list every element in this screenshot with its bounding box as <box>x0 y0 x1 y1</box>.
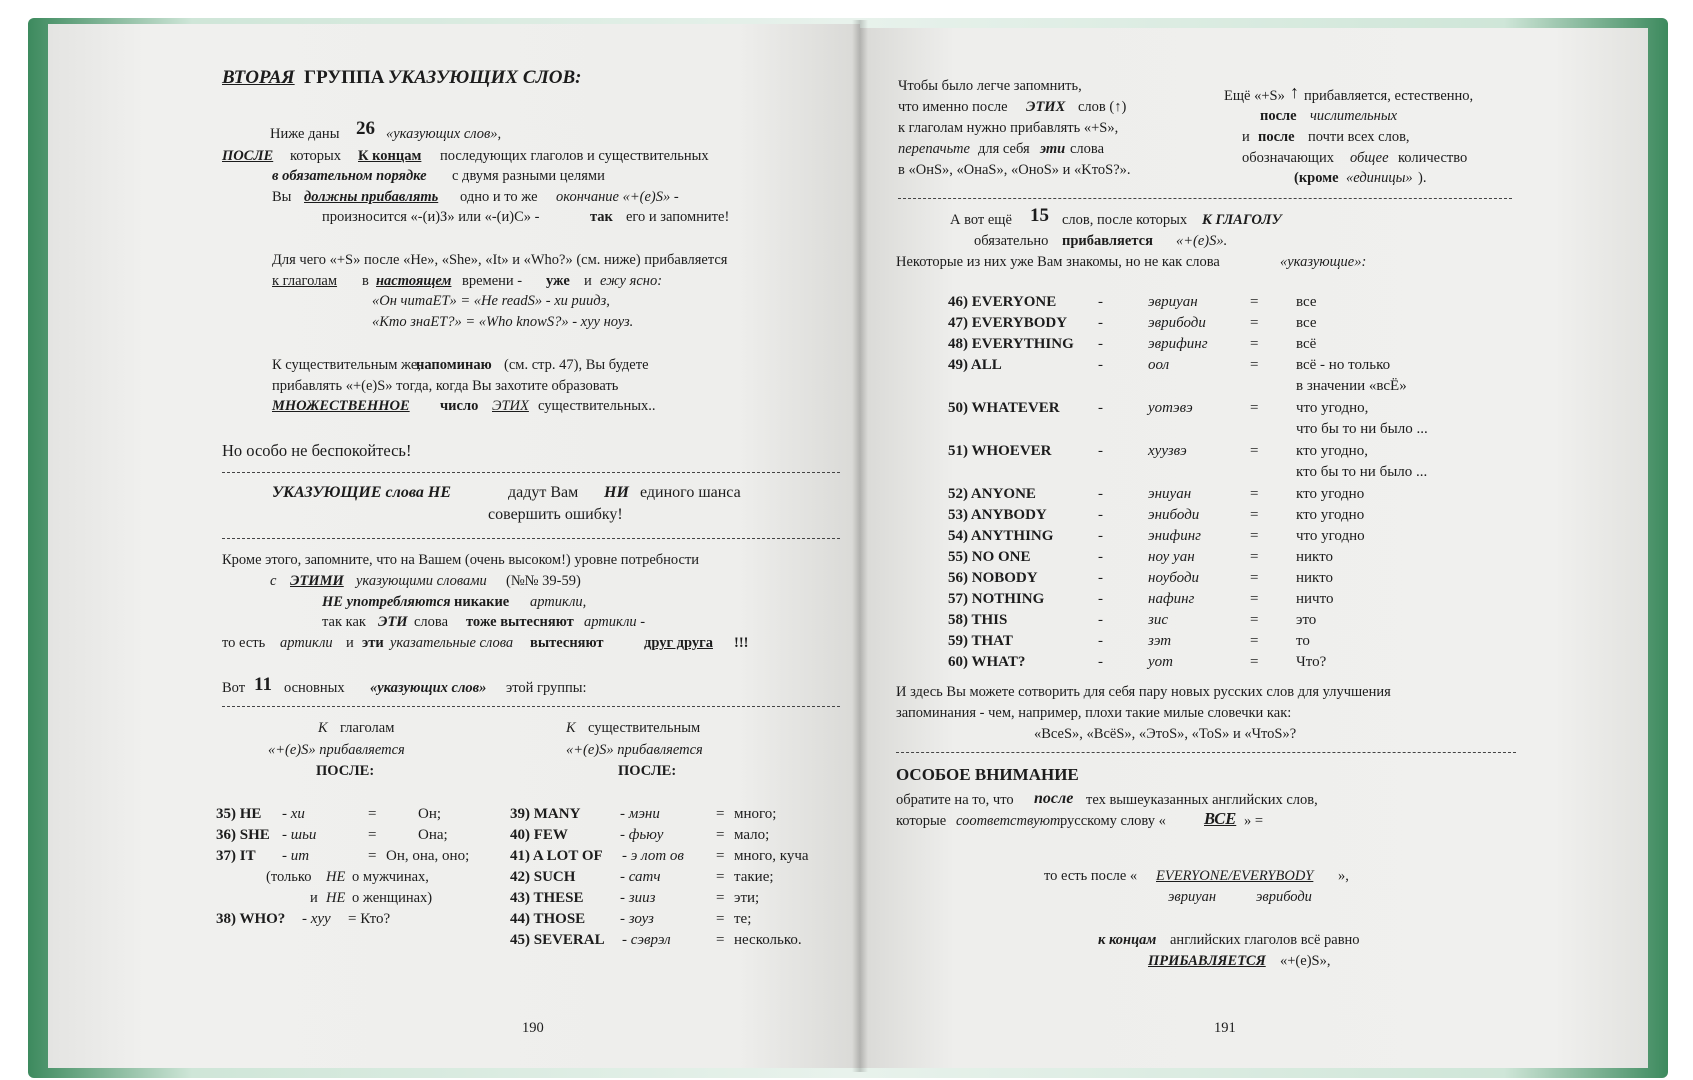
word-ru: что угодно, <box>1296 400 1369 416</box>
word-eq: = <box>716 932 725 948</box>
page-number: 190 <box>522 1020 544 1036</box>
p6-text: Вот <box>222 680 246 696</box>
word-transcription: энифинг <box>1148 528 1201 544</box>
word-en: 54) ANYTHING <box>948 528 1054 544</box>
word-transcription: - ит <box>282 848 310 864</box>
attention-text: то есть после « <box>1044 868 1138 884</box>
word-ru: это <box>1296 612 1317 628</box>
top-left-text: к глаголам нужно прибавлять «+S», <box>898 120 1119 136</box>
p5-text: то есть <box>222 635 266 651</box>
word-dash: - <box>1098 294 1103 310</box>
verbs-note: (только <box>266 869 312 885</box>
col1-header: глаголам <box>340 720 395 736</box>
word-eq: = <box>716 806 725 822</box>
box-text: совершить ошибку! <box>488 506 623 523</box>
divider <box>896 752 1516 753</box>
p1-text: обязательно <box>974 233 1049 249</box>
top-right-text: ). <box>1418 170 1427 186</box>
attention-text: » = <box>1244 813 1264 829</box>
word-dash: - <box>1098 570 1103 586</box>
word-ru: Он; <box>418 806 442 822</box>
verbs-note: и <box>310 890 318 906</box>
top-right-text: почти всех слов, <box>1308 129 1410 145</box>
p2-example: «Он читаET» = «He readS» - хи риидз, <box>372 293 610 309</box>
word-eq: = <box>1250 443 1259 459</box>
p5-text: так как <box>322 614 366 630</box>
word-transcription: - э лот ов <box>622 848 684 864</box>
page-191-content <box>860 28 1648 1068</box>
word-transcription: оол <box>1148 357 1170 373</box>
p5-text: эти <box>362 635 384 651</box>
p1-text: с двумя разными целями <box>452 168 605 184</box>
p3-text: (см. стр. 47), Вы будете <box>504 357 649 373</box>
top-right-text: Ещё «+S» <box>1224 88 1285 104</box>
word-eq: = <box>1250 315 1259 331</box>
word-eq: = <box>1250 549 1259 565</box>
word-ru: что угодно <box>1296 528 1365 544</box>
word-ru: ничто <box>1296 591 1334 607</box>
p6-text: основных <box>284 680 345 696</box>
word-en: 52) ANYONE <box>948 486 1036 502</box>
word-transcription: - сэврэл <box>622 932 671 948</box>
top-left-text: в «OнS», «OнаS», «OноS» и «KтоS?». <box>898 162 1131 178</box>
verbs-note: НЕ <box>326 890 346 906</box>
word-dash: - <box>1098 654 1103 670</box>
divider <box>222 706 840 707</box>
word-ru: несколько. <box>734 932 802 948</box>
p1-text: Некоторые из них уже Вам знакомы, но не как слова <box>896 254 1220 270</box>
word-ru: кто угодно <box>1296 507 1365 523</box>
top-right-text: обозначающих <box>1242 150 1334 166</box>
verbs-note: о мужчинах, <box>352 869 429 885</box>
word-eq: = <box>1250 486 1259 502</box>
word-eq: = <box>1250 633 1259 649</box>
word-transcription: - мэни <box>620 806 660 822</box>
word-ru: всё - но только <box>1296 357 1391 373</box>
p1-text: его и запомните! <box>626 209 730 225</box>
word-en: 48) EVERYTHING <box>948 336 1074 352</box>
p2-text: И здесь Вы можете сотворить для себя пару новых русских слов для улучшения <box>896 684 1391 700</box>
attention-text: », <box>1338 868 1349 884</box>
p1-text: К ГЛАГОЛУ <box>1202 212 1282 228</box>
p1-text: так <box>590 209 613 225</box>
attention-transcription: эвриуан <box>1168 889 1217 905</box>
p1-number: 26 <box>356 118 375 139</box>
word-transcription: - сатч <box>620 869 661 885</box>
divider <box>222 472 840 473</box>
attention-text: ВСЕ <box>1204 809 1237 828</box>
word-ru: такие; <box>734 869 774 885</box>
divider <box>898 198 1512 199</box>
top-right-text: «единицы» <box>1346 170 1413 186</box>
p2-text: в <box>362 273 369 289</box>
p1-text: окончание «+(e)S» - <box>556 189 679 205</box>
word-en: 56) NOBODY <box>948 570 1038 586</box>
word-dash: - <box>1098 357 1103 373</box>
word-ru: все <box>1296 315 1317 331</box>
word-dash: - <box>1098 528 1103 544</box>
word-eq: = <box>368 848 377 864</box>
p1-text: А вот ещё <box>950 212 1012 228</box>
attention-text: к концам <box>1098 932 1157 948</box>
p2-text: и <box>584 273 592 289</box>
p3-text: К существительным же, <box>272 357 421 373</box>
word-eq: = <box>1250 507 1259 523</box>
top-left-text: Чтобы было легче запомнить, <box>898 78 1082 94</box>
word-eq: = <box>1250 336 1259 352</box>
word-en: 49) ALL <box>948 357 1002 373</box>
word-eq: = <box>716 848 725 864</box>
word-dash: - <box>1098 486 1103 502</box>
box-text: дадут Вам <box>508 484 579 501</box>
p5-text: !!! <box>734 635 749 651</box>
word-dash: - <box>1098 633 1103 649</box>
word-en: 51) WHOEVER <box>948 443 1052 459</box>
top-right-text: и <box>1242 129 1250 145</box>
attention-transcription: эврибоди <box>1256 889 1312 905</box>
attention-title: ОСОБОЕ ВНИМАНИЕ <box>896 765 1079 784</box>
p6-number: 11 <box>254 674 272 695</box>
word-ru: в значении «всЁ» <box>1296 378 1407 394</box>
word-transcription: - фьюу <box>620 827 664 843</box>
word-eq: = <box>1250 357 1259 373</box>
verbs-note: НЕ <box>326 869 346 885</box>
word-transcription: - зоуз <box>620 911 654 927</box>
top-left-text: перепачьте <box>898 141 970 157</box>
attention-text: русскому слову « <box>1060 813 1166 829</box>
word-eq: = <box>716 890 725 906</box>
p1-text: в обязательном порядке <box>272 168 427 184</box>
p1-text: последующих глаголов и существительных <box>440 148 709 164</box>
word-en: 40) FEW <box>510 827 568 843</box>
word-eq: = <box>1250 612 1259 628</box>
p2-text: настоящем <box>376 273 452 289</box>
word-ru: много; <box>734 806 777 822</box>
word-en: 42) SUCH <box>510 869 576 885</box>
word-eq: = <box>1250 654 1259 670</box>
top-right-text: количество <box>1398 150 1468 166</box>
top-right-text: общее <box>1350 150 1389 166</box>
word-eq: = <box>1250 294 1259 310</box>
page-number: 191 <box>1214 1020 1236 1036</box>
word-eq: = <box>368 806 377 822</box>
title-part-3: УКАЗУЮЩИХ СЛОВ: <box>388 67 582 88</box>
word-en: 50) WHATEVER <box>948 400 1060 416</box>
word-eq: = <box>716 827 725 843</box>
top-left-text: что именно после <box>898 99 1008 115</box>
col1-header: ПОСЛЕ: <box>316 763 375 779</box>
p5-text: с <box>270 573 277 589</box>
arrow-up-icon: ↑ <box>1290 82 1299 102</box>
word-ru: никто <box>1296 570 1334 586</box>
p1-text: которых <box>290 148 342 164</box>
p3-text: прибавлять «+(e)S» тогда, когда Вы захотите образовать <box>272 378 619 394</box>
p2-text: времени - <box>462 273 523 289</box>
top-left-text: слов (↑) <box>1078 99 1127 115</box>
p5-text: артикли, <box>530 594 587 610</box>
word-eq: = <box>1250 528 1259 544</box>
p5-text: друг друга <box>644 635 713 651</box>
word-ru: кто бы то ни было ... <box>1296 464 1428 480</box>
word-en: 45) SEVERAL <box>510 932 605 948</box>
p5-text: указательные слова <box>390 635 514 651</box>
word-ru: все <box>1296 294 1317 310</box>
p1-text: «указующих слов», <box>386 126 502 142</box>
word-transcription: уотэвэ <box>1148 400 1193 416</box>
word-ru: всё <box>1296 336 1317 352</box>
top-left-text: слова <box>1070 141 1105 157</box>
word-ru: то <box>1296 633 1310 649</box>
word-transcription: нафинг <box>1148 591 1195 607</box>
p5-text: тоже вытесняют <box>466 614 574 630</box>
word-eq: = <box>1250 400 1259 416</box>
word-ru: мало; <box>734 827 770 843</box>
p1-text: «указующие»: <box>1280 254 1367 270</box>
word-transcription: - зииз <box>620 890 656 906</box>
verbs-note: о женщинах) <box>352 890 433 906</box>
top-left-text: ЭТИХ <box>1026 99 1066 115</box>
attention-text: после <box>1034 790 1074 807</box>
p2-text: Для чего «+S» после «He», «She», «It» и «Who?» (см. ниже) прибавляется <box>272 252 728 268</box>
word-en: 36) SHE <box>216 827 270 843</box>
p1-text: прибавляется <box>1062 233 1153 249</box>
word-transcription: - хи <box>282 806 305 822</box>
p5-text: никакие <box>454 594 510 610</box>
page-190-content <box>48 24 860 1068</box>
p2-text: запоминания - чем, например, плохи такие милые словечки как: <box>896 705 1292 721</box>
word-ru: Что? <box>1296 654 1327 670</box>
p5-text: Кроме этого, запомните, что на Вашем (очень высоком!) уровне потребности <box>222 552 700 568</box>
box-text: УКАЗУЮЩИЕ слова НЕ <box>272 484 452 501</box>
word-en: 41) A LOT OF <box>510 848 603 864</box>
word-dash: - <box>1098 443 1103 459</box>
p5-text: (№№ 39-59) <box>506 573 581 589</box>
p5-text: вытесняют <box>530 635 604 651</box>
p4-text: Но особо не беспокойтесь! <box>222 441 412 460</box>
word-ru: те; <box>734 911 752 927</box>
p1-number: 15 <box>1030 205 1049 226</box>
title-part-1: ВТОРАЯ <box>222 67 295 88</box>
attention-text: «+(e)S», <box>1280 953 1331 969</box>
p5-text: НЕ употребляются <box>322 594 451 610</box>
word-transcription: эниуан <box>1148 486 1192 502</box>
word-ru: Она; <box>418 827 448 843</box>
word-ru: = Кто? <box>348 911 391 927</box>
word-dash: - <box>1098 591 1103 607</box>
word-dash: - <box>1098 315 1103 331</box>
p2-text: уже <box>546 273 570 289</box>
word-en: 47) EVERYBODY <box>948 315 1068 331</box>
word-en: 58) THIS <box>948 612 1008 628</box>
p1-text: Вы <box>272 189 292 205</box>
word-transcription: уот <box>1148 654 1173 670</box>
word-transcription: эврифинг <box>1148 336 1208 352</box>
p3-text: напоминаю <box>416 357 492 373</box>
word-ru: никто <box>1296 549 1334 565</box>
attention-text: тех вышеуказанных английских слов, <box>1086 792 1318 808</box>
word-eq: = <box>1250 591 1259 607</box>
p1-text: слов, после которых <box>1062 212 1188 228</box>
box-text: единого шанса <box>640 484 741 501</box>
word-ru: что бы то ни было ... <box>1296 421 1428 437</box>
p5-text: указующими словами <box>356 573 487 589</box>
p1-text: одно и то же <box>460 189 538 205</box>
word-transcription: ноубоди <box>1148 570 1200 586</box>
p6-text: этой группы: <box>506 680 587 696</box>
p2-text: к глаголам <box>272 273 338 289</box>
p1-text: произносится «-(и)З» или «-(и)С» - <box>322 209 540 225</box>
p2-text: «ВсеS», «ВсёS», «ЭтоS», «ToS» и «ЧтоS»? <box>1034 726 1297 742</box>
col2-header: К <box>566 720 576 736</box>
word-dash: - <box>1098 336 1103 352</box>
attention-text: ПРИБАВЛЯЕТСЯ <box>1148 953 1266 969</box>
word-transcription: - хуу <box>302 911 331 927</box>
top-right-text: (кроме <box>1294 170 1339 186</box>
book-spine <box>852 20 868 1072</box>
word-en: 46) EVERYONE <box>948 294 1057 310</box>
col1-header: К <box>318 720 328 736</box>
p1-text: должны прибавлять <box>304 189 439 205</box>
word-en: 37) IT <box>216 848 256 864</box>
top-left-text: для себя <box>978 141 1030 157</box>
word-transcription: хуузвэ <box>1148 443 1187 459</box>
word-transcription: зис <box>1148 612 1169 628</box>
p3-text: МНОЖЕСТВЕННОЕ <box>272 398 410 414</box>
left-page <box>48 24 860 1068</box>
p1-text: Ниже даны <box>270 126 340 142</box>
p2-text: ежу ясно: <box>600 273 663 289</box>
top-left-text: эти <box>1040 141 1066 157</box>
word-transcription: зэт <box>1148 633 1172 649</box>
word-ru: эти; <box>734 890 760 906</box>
word-eq: = <box>368 827 377 843</box>
p1-text: «+(e)S». <box>1176 233 1228 249</box>
word-dash: - <box>1098 400 1103 416</box>
p1-text: К концам <box>358 148 422 164</box>
word-ru: кто угодно, <box>1296 443 1368 459</box>
right-page <box>860 28 1648 1068</box>
top-right-text: после <box>1258 129 1295 145</box>
word-en: 38) WHO? <box>216 911 286 927</box>
word-en: 44) THOSE <box>510 911 586 927</box>
word-en: 43) THESE <box>510 890 584 906</box>
word-transcription: эврибоди <box>1148 315 1206 331</box>
col1-header: «+(e)S» прибавляется <box>268 742 405 758</box>
p2-example: «Кто знаET?» = «Who knowS?» - хуу ноуз. <box>372 314 634 330</box>
p3-text: ЭТИХ <box>492 398 529 414</box>
p3-text: число <box>440 398 479 414</box>
word-dash: - <box>1098 549 1103 565</box>
p5-text: и <box>346 635 354 651</box>
word-transcription: эвриуан <box>1148 294 1198 310</box>
top-right-text: числительных <box>1310 108 1398 124</box>
p6-text: «указующих слов» <box>370 680 487 696</box>
p3-text: существительных.. <box>538 398 656 414</box>
col2-header: ПОСЛЕ: <box>618 763 677 779</box>
attention-text: EVERYONE/EVERYBODY <box>1156 868 1314 884</box>
word-ru: много, куча <box>734 848 809 864</box>
divider <box>222 538 840 539</box>
attention-text: соответствуют <box>956 813 1061 829</box>
top-right-text: прибавляется, естественно, <box>1304 88 1474 104</box>
col2-header: существительным <box>588 720 701 736</box>
word-dash: - <box>1098 612 1103 628</box>
word-en: 39) MANY <box>510 806 581 822</box>
p5-text: артикли <box>280 635 333 651</box>
title-part-2: ГРУППА <box>304 67 385 88</box>
word-ru: Он, она, оно; <box>386 848 470 864</box>
word-dash: - <box>1098 507 1103 523</box>
p1-text: ПОСЛЕ <box>222 148 274 164</box>
p5-text: ЭТИМИ <box>290 573 344 589</box>
word-en: 57) NOTHING <box>948 591 1045 607</box>
word-en: 53) ANYBODY <box>948 507 1047 523</box>
attention-text: английских глаголов всё равно <box>1170 932 1360 948</box>
p5-text: слова <box>414 614 449 630</box>
word-eq: = <box>716 869 725 885</box>
word-eq: = <box>1250 570 1259 586</box>
word-transcription: энибоди <box>1148 507 1200 523</box>
p5-text: артикли - <box>584 614 646 630</box>
word-en: 35) HE <box>216 806 262 822</box>
attention-text: обратите на то, что <box>896 792 1014 808</box>
attention-text: которые <box>896 813 947 829</box>
box-text: НИ <box>604 484 629 501</box>
word-en: 59) THAT <box>948 633 1013 649</box>
word-transcription: - шьи <box>282 827 317 843</box>
p5-text: ЭТИ <box>378 614 408 630</box>
col2-header: «+(e)S» прибавляется <box>566 742 703 758</box>
word-eq: = <box>716 911 725 927</box>
word-ru: кто угодно <box>1296 486 1365 502</box>
top-right-text: после <box>1260 108 1297 124</box>
word-transcription: ноу уан <box>1148 549 1195 565</box>
word-en: 55) NO ONE <box>948 549 1031 565</box>
word-en: 60) WHAT? <box>948 654 1026 670</box>
